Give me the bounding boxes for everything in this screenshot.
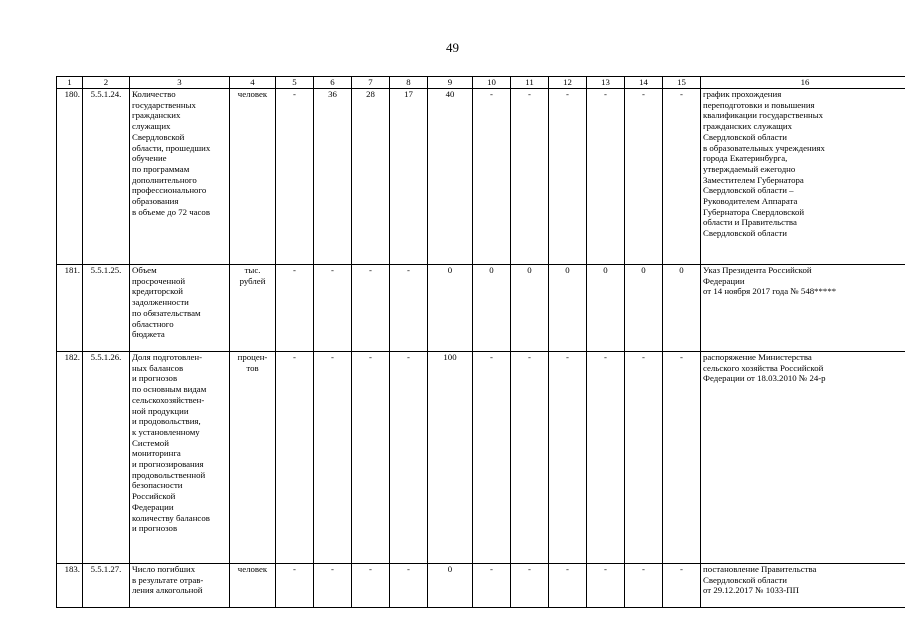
header-cell: 11	[511, 77, 549, 89]
value-cell: -	[352, 265, 390, 352]
unit-cell: человек	[230, 564, 276, 608]
header-cell: 10	[473, 77, 511, 89]
value-cell: 0	[549, 265, 587, 352]
row-number: 183.	[57, 564, 83, 608]
table-row	[57, 564, 905, 608]
value-cell: -	[473, 352, 511, 564]
value-cell: -	[276, 89, 314, 265]
header-cell: 6	[314, 77, 352, 89]
header-cell: 5	[276, 77, 314, 89]
header-cell: 9	[428, 77, 473, 89]
value-cell: 100	[428, 352, 473, 564]
row-number: 180.	[57, 89, 83, 265]
header-cell: 4	[230, 77, 276, 89]
value-cell: -	[276, 265, 314, 352]
value-cell: 0	[428, 564, 473, 608]
indicator-code: 5.5.1.24.	[83, 89, 130, 265]
unit-cell: человек	[230, 89, 276, 265]
source-document: распоряжение Министерства сельского хозяйства Российской Федерации от 18.03.2010 № 24-р	[701, 352, 905, 564]
value-cell: -	[276, 352, 314, 564]
value-cell: -	[276, 564, 314, 608]
header-cell: 3	[130, 77, 230, 89]
value-cell: 0	[587, 265, 625, 352]
header-cell: 1	[57, 77, 83, 89]
value-cell: -	[352, 564, 390, 608]
header-cell: 15	[663, 77, 701, 89]
table-row	[57, 89, 905, 265]
column-number-header	[57, 77, 905, 89]
indicator-code: 5.5.1.25.	[83, 265, 130, 352]
indicator-code: 5.5.1.26.	[83, 352, 130, 564]
value-cell: -	[625, 352, 663, 564]
indicator-name: Количество государственных гражданских служащих Свердловской области, прошедших обучение по программам дополнительного профессионального образования в объеме до 72 часов	[130, 89, 230, 265]
indicator-name: Доля подготовлен- ных балансов и прогнозов по основным видам сельскохозяйствен- ной продукции и продовольствия, к установленному Системой мониторинга и прогнозирования продовольственной безопасности Российской Федерации количеству балансов и прогнозов	[130, 352, 230, 564]
value-cell: 36	[314, 89, 352, 265]
value-cell: 0	[428, 265, 473, 352]
indicator-code: 5.5.1.27.	[83, 564, 130, 608]
source-document: постановление Правительства Свердловской области от 29.12.2017 № 1033-ПП	[701, 564, 905, 608]
page-number: 49	[446, 40, 459, 55]
row-number: 181.	[57, 265, 83, 352]
value-cell: -	[473, 89, 511, 265]
source-document: Указ Президента Российской Федерации от 14 ноября 2017 года № 548*****	[701, 265, 905, 352]
value-cell: -	[587, 564, 625, 608]
value-cell: -	[511, 352, 549, 564]
value-cell: -	[390, 352, 428, 564]
unit-cell: тыс. рублей	[230, 265, 276, 352]
value-cell: -	[549, 564, 587, 608]
value-cell: -	[625, 89, 663, 265]
table-row	[57, 265, 905, 352]
value-cell: -	[511, 564, 549, 608]
value-cell: -	[390, 564, 428, 608]
indicators-table	[56, 76, 905, 608]
value-cell: -	[549, 89, 587, 265]
header-cell: 7	[352, 77, 390, 89]
indicator-name: Объем просроченной кредиторской задолженности по обязательствам областного бюджета	[130, 265, 230, 352]
value-cell: -	[314, 265, 352, 352]
header-cell: 8	[390, 77, 428, 89]
header-cell: 12	[549, 77, 587, 89]
value-cell: -	[549, 352, 587, 564]
unit-cell: процен- тов	[230, 352, 276, 564]
header-cell: 16	[701, 77, 905, 89]
value-cell: -	[352, 352, 390, 564]
value-cell: -	[473, 564, 511, 608]
value-cell: 0	[663, 265, 701, 352]
header-cell: 2	[83, 77, 130, 89]
indicator-name: Число погибших в результате отрав- ления алкогольной	[130, 564, 230, 608]
header-cell: 13	[587, 77, 625, 89]
value-cell: -	[625, 564, 663, 608]
value-cell: 17	[390, 89, 428, 265]
value-cell: -	[511, 89, 549, 265]
source-document: график прохождения переподготовки и повышения квалификации государственных гражданских служащих Свердловской области в образовательных учреждениях города Екатеринбурга, утверждаемый ежегодно Заместителем Губернатора Свердловской области – Руководителем Аппарата Губернатора Свердловской области и Правительства Свердловской области	[701, 89, 905, 265]
value-cell: -	[587, 352, 625, 564]
value-cell: 40	[428, 89, 473, 265]
value-cell: -	[314, 352, 352, 564]
value-cell: -	[663, 352, 701, 564]
value-cell: -	[663, 89, 701, 265]
value-cell: 0	[511, 265, 549, 352]
row-number: 182.	[57, 352, 83, 564]
value-cell: -	[663, 564, 701, 608]
value-cell: 0	[625, 265, 663, 352]
value-cell: -	[587, 89, 625, 265]
value-cell: 28	[352, 89, 390, 265]
header-cell: 14	[625, 77, 663, 89]
value-cell: -	[390, 265, 428, 352]
table-row	[57, 352, 905, 564]
value-cell: -	[314, 564, 352, 608]
value-cell: 0	[473, 265, 511, 352]
